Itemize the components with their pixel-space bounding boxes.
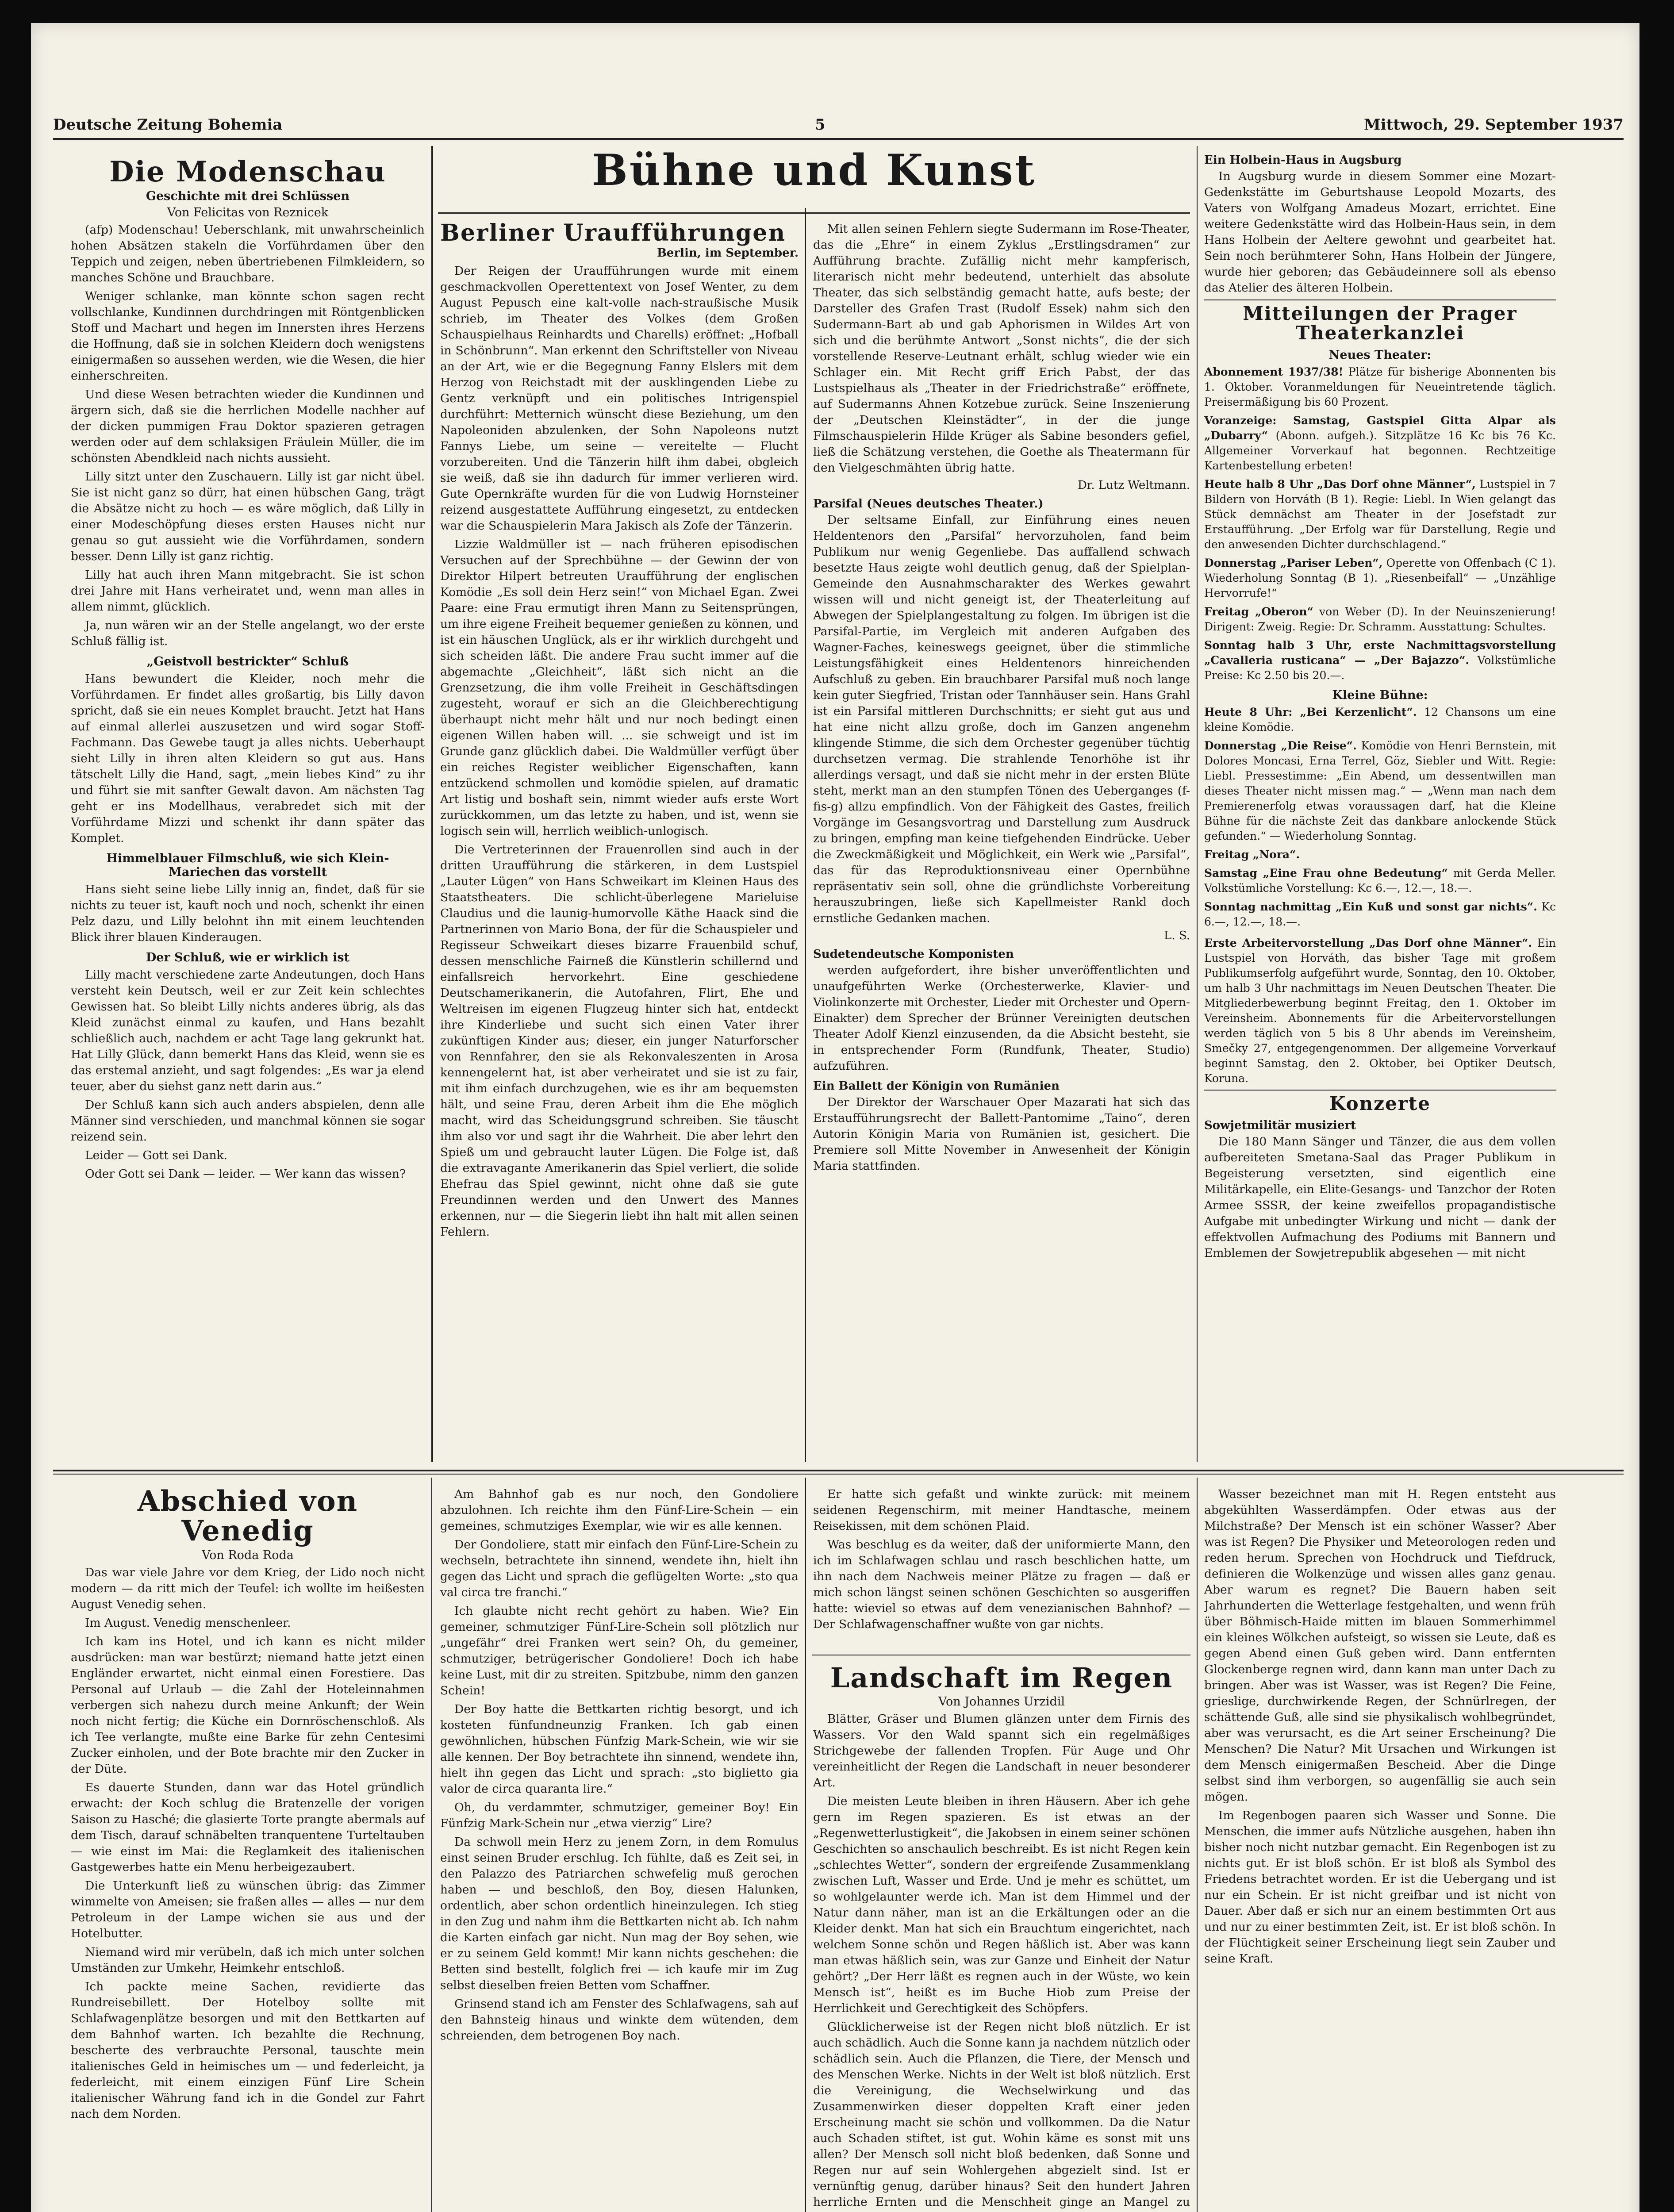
- column-rule-2: [805, 208, 806, 1462]
- entry-text: Plätze für bisherige Abonnenten bis 1. Oktober. Voranmeldungen für Neueintretende täglich. Preisermäßigung bis 60 Prozent.: [1204, 365, 1556, 409]
- entry-title: Freitag „Nora“.: [1204, 848, 1300, 861]
- modenschau-article: [71, 157, 425, 1467]
- column-rule-4: [431, 1478, 432, 2212]
- entry-title: Heute halb 8 Uhr „Das Dorf ohne Männer“,: [1204, 478, 1476, 491]
- entry-title: Sonntag nachmittag „Ein Kuß und sonst gar nichts“.: [1204, 900, 1537, 914]
- paragraph: Lilly sitzt unter den Zuschauern. Lilly ist gar nicht übel. Sie ist nicht ganz so dürr, hat einen hübschen Gang, trägt die Absätze nicht zu hoch — es wäre möglich, daß Lilly in einer Modeschöpfung dieses ersten Hauses nicht nur genau so gut aussieht wie die Vorführdamen, sondern besser. Denn Lilly ist ganz richtig.: [71, 470, 425, 564]
- entry-text: 12 Chansons um eine kleine Komödie.: [1204, 706, 1556, 734]
- buehne-title-rule: [438, 212, 1190, 214]
- buehne-column-3: [813, 221, 1190, 1467]
- landschaft-byline: Von Johannes Urzidil: [938, 1695, 1065, 1709]
- paragraph: Mit allen seinen Fehlern siegte Sudermann im Rose-Theater, das die „Ehre“ in einem Zyklus „Erstlingsdramen“ zur Aufführung brachte. Zufällig nicht mehr kampferisch, literarisch nicht mehr bedeutend, unterhielt das absolute Theater, das sich selbständig gemacht hatte, aufs beste; der Darsteller des Grafen Trast (Rudolf Essek) nahm sich den Sudermann-Bart ab und gab Aphorismen in Wildes Art von sich und die berühmte Antwort „Sonst nichts“, die der sich vorstellende Reserve-Leutnant erhält, schlug wieder wie ein Schlager ein. Mit Recht griff Erich Pabst, der das Lustspielhaus als „Theater in der Friedrichstraße“ eröffnete, auf Sudermanns Ahnen Kotzebue zurück. Seine Inszenierung der „Deutschen Kleinstädter“, in der die junge Filmschauspielerin Hilde Krüger als Sabine besonders gefiel, ließ die Schätzung verstehen, die Goethe als Theatermann für den Vielgeschmähten übrig hatte.: [813, 222, 1190, 475]
- paragraph: Er hatte sich gefaßt und winkte zurück: mit meinem seidenen Regenschirm, mit meiner Handtasche, meinem Reisekissen, mit dem schönen Plaid.: [813, 1487, 1190, 1533]
- venedig-article-col-2: [440, 1486, 799, 2212]
- paragraph: Der Gondoliere, statt mir einfach den Fünf-Lire-Schein zu wechseln, betrachtete ihn sinnend, wendete ihn, hielt ihn gegen das Licht und sprach die geflügelten Worte: „sto qua val circa tre franchi.“: [440, 1538, 799, 1599]
- program-entry: [1204, 638, 1556, 683]
- paragraph: Die meisten Leute bleiben in ihren Häusern. Aber ich gehe gern im Regen spazieren. Es ist etwas an der „Regenwetterlustigkeit“, die Jakobsen in einem seiner schönen Geschichten so anschaulich beschreibt. Es ist nicht Regen kein „schlechtes Wetter“, sondern der ergreifende Zusammenklang zwischen Luft, Wasser und Erde. Und je mehr es schüttet, um so wohlgelaunter werde ich. Man ist dem Himmel und der Natur dann näher, man ist an die Erkältungen oder an die Kleider denkt. Man hat sich ein Brauchtum eingerichtet, nach welchem Sonne schön und Regen häßlich ist. Aber was kann man etwas häßlich sein, was zur Ganze und Einheit der Natur gehört? „Der Herr läßt es regnen auch in der Wüste, wo kein Mensch ist“, heißt es im Buche Hiob zum Preise der Herrlichkeit und Gerechtigkeit des Schöpfers.: [813, 1794, 1190, 2016]
- paragraph: Das war viele Jahre vor dem Krieg, der Lido noch nicht modern — da ritt mich der Teufel: ich wollte im heißesten August Venedig sehen.: [71, 1566, 425, 1612]
- venedig-byline: Von Roda Roda: [202, 1548, 294, 1563]
- neues-theater-heading: Neues Theater:: [1328, 348, 1432, 362]
- column-rule-3: [1197, 146, 1198, 1462]
- berlin-continued: [813, 221, 1190, 476]
- section-rule-upper: [53, 1470, 1624, 1471]
- paragraph: Und diese Wesen betrachten wieder die Kundinnen und ärgern sich, daß sie die herrlichen Modelle nachher auf der dicken pummigen Frau Doktor spazieren getragen werden oder auf dem schlaksigen Fräulein Müller, die im schönsten Abendkleid nach nichts aussieht.: [71, 388, 425, 465]
- komponisten-title: Sudetendeutsche Komponisten: [813, 948, 1014, 961]
- paragraph: Niemand wird mir verübeln, daß ich mich unter solchen Umständen zur Umkehr, Heimkehr entschloß.: [71, 1945, 425, 1975]
- entry-title: Voranzeige: Samstag, Gastspiel Gitta Alpar als „Dubarry“: [1204, 414, 1556, 442]
- berlin-title: Berliner Uraufführungen: [440, 221, 786, 246]
- paragraph: Blätter, Gräser und Blumen glänzen unter dem Firnis des Wassers. Vor den Wald spannt sich ein regelmäßiges Strichgewebe der fallenden Tropfen. Für Auge und Ohr vereinheitlicht der Regen die Landschaft in neuer besonderer Art.: [813, 1712, 1190, 1790]
- landschaft-article: [813, 1663, 1190, 2212]
- column-rule-1: [431, 146, 433, 1462]
- program-entry: [1204, 556, 1556, 601]
- paragraph: Oh, du verdammter, schmutziger, gemeiner Boy! Ein Fünfzig Mark-Schein nur „etwa vierzig“ Lire?: [440, 1801, 799, 1830]
- holbein-title: Ein Holbein-Haus in Augsburg: [1204, 154, 1402, 167]
- paragraph: Oder Gott sei Dank — leider. — Wer kann das wissen?: [85, 1167, 406, 1181]
- venedig-body: [71, 1565, 425, 2122]
- berlin-body: [440, 263, 799, 1240]
- page-header: [53, 116, 1624, 147]
- berlin-article: [440, 221, 799, 1467]
- paragraph: Im Regenbogen paaren sich Wasser und Sonne. Die Menschen, die immer aufs Nützliche ausgehen, haben ihn bisher noch nicht nutzbar gemacht. Ein Regenbogen ist zu nichts gut. Er ist bloß schön. Er ist bloß als Symbol des Friedens betrachtet worden. Er ist die Uebergang und ist nur ein Schein. Er ist nicht greifbar und ist nicht von Dauer. Aber daß er sich nur an einem bestimmten Ort aus und nur zu einer bestimmten Zeit, ist. Er ist bloß schön. In der Flüchtigkeit seiner Erscheinung liegt sein Zauber und seine Kraft.: [1204, 1809, 1556, 1966]
- sowjet-body: [1204, 1134, 1556, 1261]
- modenschau-section3-title: Der Schluß, wie er wirklich ist: [146, 951, 350, 965]
- landschaft-body-continued: [1204, 1486, 1556, 1967]
- berlin-signature: Dr. Lutz Weltmann.: [1077, 479, 1190, 492]
- konzerte-rule: [1204, 1090, 1556, 1091]
- program-entry: [1204, 477, 1556, 552]
- paragraph: Lizzie Waldmüller ist — nach früheren episodischen Versuchen auf der Sprechbühne — der Gewinn der von Direktor Hilpert betreuten Uraufführung der englischen Komödie „Es soll dein Herz sein!“ von Michael Egan. Zwei Paare: eine Frau ermutigt ihren Mann zu Seitensprüngen, um ihre eigene Freiheit bequemer genießen zu können, und ist ein häuschen Unglück, als er ihr wirklich durchgeht und sich scheiden läßt. Die andere Frau sucht immer auf die abgemachte „Gleichheit“, läßt sich nicht an die Grenzsetzung, die ihm volle Freiheit in Geschäftsdingen zugesteht, worauf er sich an die Gleichberechtigung überhaupt nicht mehr hält und nur noch bedingt einen eigenen Willen haben will. ... sie schweigt und ist im Grunde ganz glücklich dabei. Die Waldmüller verfügt über ein reiches Register weiblicher Eigenschaften, kann entzückend schmollen und komödie spielen, auf dramatic Art listig und boshaft sein, nimmt wieder aufs erste Wort zurückkommen, um das letzte zu haben, und ist, wenn sie logisch sein will, herrlich weiblich-unlogisch.: [440, 537, 799, 838]
- section-rule-lower: [53, 1474, 1624, 1475]
- holbein-body: [1204, 169, 1556, 296]
- kleine-buehne-heading: Kleine Bühne:: [1332, 688, 1428, 703]
- entry-text: von Weber (D). In der Neuinszenierung! Dirigent: Zweig. Regie: Dr. Schramm. Ausstattung: Schultes.: [1204, 605, 1556, 634]
- landschaft-title: Landschaft im Regen: [830, 1663, 1173, 1694]
- paragraph: Der Boy hatte die Bettkarten richtig besorgt, und ich kosteten fünfundneunzig Franken. Ich gab einen gewöhnlichen, hübschen Fünfzig Mark-Schein, wie wir sie alle kennen. Der Boy betrachtete ihn sinnend, wendete ihn, hielt ihn gegen das Licht und sprach: „sto biglietto gia valor de circa quaranta lire.“: [440, 1702, 799, 1796]
- entry-text: (Abonn. aufgeh.). Sitzplätze 16 Kc bis 76 Kc. Allgemeiner Vorverkauf hat begonnen. Rechtzeitige Kartenbestellung erbeten!: [1204, 429, 1556, 472]
- paragraph: Glücklicherweise ist der Regen nicht bloß nützlich. Er ist auch schädlich. Auch die Sonne kann ja nachdem nützlich oder schädlich sein. Auch die Pflanzen, die Tiere, der Mensch und des Menschen Werke. Nichts in der Welt ist bloß nützlich. Erst die Vereinigung, die Wechselwirkung und das Zusammenwirken dieser doppelten Kraft einer jeden Erscheinung macht sie schön und vollkommen. Da die Natur auch Schaden stiftet, ist gut. Wohin käme es sonst mit uns allen? Der Mensch soll nicht bloß bedenken, daß Sonne und Regen nur auf sein Wohlergehen abgezielt sind. Ist er vernünftig genug, darüber hinaus? Seit den hundert Jahren herrliche Ernten und die Menschheit ginge an Mangel zu: [813, 2020, 1190, 2209]
- paragraph: Der Direktor der Warschauer Oper Mazarati hat sich das Erstaufführungsrecht der Ballett-Pantomime „Taino“, deren Autorin Königin Maria von Rumänien ist, gesichert. Die Premiere soll Mitte November in Anwesenheit der Königin Maria stattfinden.: [813, 1095, 1190, 1173]
- entry-text: Ein Lustspiel von Horváth, das bisher Tage mit großem Publikumserfolg aufgeführt wurde, Sonntag, den 10. Oktober, um halb 3 Uhr nachmittags im Neuen Deutschen Theater. Die Mitgliederbewerbung beginnt Freitag, den 1. Oktober im Vereinsheim. Abonnements für die Arbeitervorstellungen werden täglich von 5 bis 8 Uhr abends im Vereinsheim, Smečky 27, entgegengenommen. Der allgemeine Vorverkauf beginnt Samstag, den 2. Oktober, bei Optiker Deutsch, Koruna.: [1204, 937, 1556, 1085]
- venedig-article-col-3: [813, 1486, 1190, 1655]
- modenschau-title: Die Modenschau: [109, 157, 386, 188]
- venedig-title: Abschied von Venedig: [137, 1486, 358, 1548]
- landschaft-article-col-2: [1204, 1486, 1556, 2212]
- paragraph: In Augsburg wurde in diesem Sommer eine Mozart-Gedenkstätte im Geburtshause Leopold Mozarts, des Vaters von Wolfgang Amadeus Mozart, errichtet. Eine weitere Gedenkstätte wird das Holbein-Haus sein, in dem Hans Holbein der Aeltere gewohnt und gearbeitet hat. Sein noch berühmterer Sohn, Hans Holbein der Jüngere, wurde hier geboren; das Gebäudeinnere soll als ebenso das Atelier des älteren Holbein.: [1204, 169, 1556, 295]
- program-entry: [1204, 604, 1556, 634]
- paragraph: Im August. Venedig menschenleer.: [85, 1616, 291, 1630]
- entry-text: Volkstümliche Preise: Kc 2.50 bis 20.—.: [1204, 654, 1556, 682]
- paragraph: Weniger schlanke, man könnte schon sagen recht vollschlanke, Kundinnen durchdringen mit Röntgenblicken Stoff und Machart und hegen im Innersten ihres Herzens die Hoffnung, daß sie in solchen Kleidern doch wenigstens einigermaßen so aussehen werden, wie die Wesen, die hier einherschreiten.: [71, 289, 425, 383]
- entry-title: Sonntag halb 3 Uhr, erste Nachmittagsvorstellung „Cavalleria rusticana“ — „Der Bajazzo“.: [1204, 639, 1556, 667]
- program-entry: [1204, 899, 1556, 929]
- paragraph: Die Vertreterinnen der Frauenrollen sind auch in der dritten Uraufführung die stärkeren, in dem Lustspiel „Lauter Lügen“ von Hans Schweikart im Kleinen Haus des Staatstheaters. Die schlicht-überlegene Marieluise Claudius und die launig-humorvolle Käthe Haack sind die Partnerinnen von Mario Bona, der für die Schauspieler und Regisseur Schweikart dieses bizarre Frauenbild schuf, dessen menschliche Fairneß die Künstlerin schillernd und einfallsreich hervorkehrt. Eine geschiedene Deutschamerikanerin, die Autofahren, Flirt, Ehe und Weltreisen im eigenen Flugzeug hinter sich hat, entdeckt ihre Kinderliebe und sucht sich einen Vater ihrer zukünftigen Kinder aus; dieser, ein junger Naturforscher von Rennfahrer, den sie als Rekonvaleszenten in Arosa kennengelernt hat, ist aber verheiratet und sie ist zu fair, mit ihm einfach durchzugehen, wie es ihr am bequemsten hält, und seine Frau, deren Arbeit ihm die Ehe möglich macht, wird das Scheidungsgrund schreiben. Sie täuscht ihm also vor und sagt ihr die Wahrheit. Die aber lehrt den Spieß um und gebraucht lauter Lügen. Die Folge ist, daß die extravagante Amerikanerin das Spiel verliert, die solide Ehefrau das Spiel gewinnt, nicht ohne daß sie gute Freundinnen werden und den Unwert des Mannes erkennen, nur — die Siegerin liebt ihn halt mit allen seinen Fehlern.: [440, 842, 799, 1239]
- ballett-body: [813, 1094, 1190, 1174]
- entry-title: Donnerstag „Pariser Leben“,: [1204, 557, 1383, 570]
- modenschau-section2-title: Himmelblauer Filmschluß, wie sich Klein-Mariechen das vorstellt: [106, 852, 389, 879]
- paragraph: Ich kam ins Hotel, und ich kann es nicht milder ausdrücken: man war bestürzt; niemand hatte jetzt einen Engländer erwartet, nicht einmal einen Forestiere. Das Personal auf Urlaub — die Zahl der Hoteleinnahmen verbergen sich nahezu durch meine Ankunft; der Wein noch nicht fertig; die Küche ein Dornröschenschloß. Als ich Tee verlangte, mußte eine Barke für zehn Centesimi Zucker einholen, und der Bote brachte mir den Zucker in der Düte.: [71, 1635, 425, 1776]
- paragraph: Der Schluß kann sich auch anders abspielen, denn alle Männer sind verschieden, und manchmal können sie sogar reizend sein.: [71, 1098, 425, 1144]
- paragraph: Lilly hat auch ihren Mann mitgebracht. Sie ist schon drei Jahre mit Hans verheiratet und, wenn man alles in allem nimmt, glücklich.: [71, 568, 425, 614]
- paragraph: Ich packte meine Sachen, revidierte das Rundreisebillett. Der Hotelboy sollte mit Schlafwagenplätze besorgen und mit den Bettkarten auf dem Bahnhof warten. Ich bezahlte die Rechnung, bescherte des verbrauchte Personal, tauschte mein italienisches Geld in heimisches um — und federleicht, ja federleicht, mit einem einzigen Fünf Lire Schein italienischer Währung fand ich in die Gondel zur Fahrt nach dem Norden.: [71, 1980, 425, 2121]
- program-entry: [1204, 866, 1556, 896]
- buehne-column-4: [1204, 148, 1556, 1467]
- header-rule: [53, 138, 1624, 140]
- paragraph: Was beschlug es da weiter, daß der uniformierte Mann, den ich im Schlafwagen schlau und rasch beschlichen hatte, um ihn nach dem Nachweis meiner Plätze zu fragen — daß er mich schon längst seinen schönen Geschichten so ausgeriffen hatte: wieviel so etwas auf dem venezianischen Bahnhof? — Der Schlafwagenschaffner wußte von gar nichts.: [813, 1538, 1190, 1631]
- ballett-title: Ein Ballett der Königin von Rumänien: [813, 1079, 1060, 1093]
- venedig-body-end: [813, 1486, 1190, 1632]
- paragraph: werden aufgefordert, ihre bisher unveröffentlichten und unaufgeführten Werke (Orchesterwerke, Klavier- und Violinkonzerte mit Orchester, Lieder mit Orchester und Opern-Einakter) dem Sprecher der Brünner Vereinigten deutschen Theater Adolf Kienzl einzusenden, da die Absicht besteht, sie in entsprechender Form (Rundfunk, Theater, Studio) aufzuführen.: [813, 964, 1190, 1073]
- entry-title: Erste Arbeitervorstellung „Das Dorf ohne Männer“.: [1204, 937, 1532, 950]
- paragraph: Wasser bezeichnet man mit H. Regen entsteht aus abgekühlten Wasserdämpfen. Oder etwas aus der Milchstraße? Der Mensch ist ein schöner Wasser? Aber was ist Regen? Die Physiker und Meteorologen reden und reden herum. Sprechen von Hochdruck und Tiefdruck, definieren die Wolkenzüge und wissen alles ganz genau. Aber warum es regnet? Die Bauern haben seit Jahrhunderten die Wetterlage festgehalten, und wenn früh über Böhmisch-Haide mitten im blauen Sommerhimmel ein kleines Wölkchen aufsteigt, so wissen sie Leute, daß es gegen Abend einen Guß geben wird. Dann entfernten Glockenberge regnen wird, dann kann man unter Dach zu bringen. Aber was ist Wasser, was ist Regen? Die Feine, grieslige, durchwirkende Regen, der Schnürlregen, der schättende Guß, alle sind sie physikalisch wohlbegründet, aber was verursacht, es die Art seiner Erscheinung? Die Menschen? Die Natur? Mit Ursachen und Wirkungen ist dem Mensch einigermaßen Bescheid. Aber die Dinge selbst sind ihm verborgen, so augenfällig sie auch sein mögen.: [1204, 1487, 1556, 1804]
- paragraph: Die 180 Mann Sänger und Tänzer, die aus dem vollen aufbereiteten Smetana-Saal das Prager Publikum in Begeisterung versetzten, sind eigentlich eine Militärkapelle, ein Elite-Gesangs- und Tanzchor der Roten Armee SSSR, der keine zweifellos propagandistische Aufgabe mit unbedingter Wirkung und nicht — dank der effektvollen Aufmachung des Podiums mit Bannern und Emblemen der Sowjetrepublik abgesehen — mit nicht: [1204, 1135, 1556, 1260]
- buehne-header: [438, 148, 1190, 210]
- program-entry: [1204, 936, 1556, 1086]
- paragraph: Grinsend stand ich am Fenster des Schlafwagens, sah auf den Bahnsteig hinaus und winkte dem wütenden, dem schreienden, dem betrogenen Boy nach.: [440, 1997, 799, 2043]
- entry-text: Operette von Offenbach (C 1). Wiederholung Sonntag (B 1). „Riesenbeifall“ — „Unzählige Hervorrufe!“: [1204, 557, 1556, 600]
- entry-title: Samstag „Eine Frau ohne Bedeutung“: [1204, 867, 1448, 880]
- paragraph: Hans sieht seine liebe Lilly innig an, findet, daß für sie nichts zu teuer ist, kauft noch und noch, schenkt ihr einen Pelz dazu, und Lilly belohnt ihn mit einem leuchtenden Blick ihrer blauen Kinderaugen.: [71, 883, 425, 945]
- entry-text: mit Gerda Meller. Volkstümliche Vorstellung: Kc 6.—, 12.—, 18.—.: [1204, 867, 1556, 895]
- paragraph: Hans bewundert die Kleider, noch mehr die Vorführdamen. Er findet alles großartig, bis Lilly davon spricht, daß sie ein neues Komplet braucht. Jetzt hat Hans auf einmal allerlei auszusetzen und wird sogar Stoff-Fachmann. Das Gewebe taugt ja alles nichts. Ueberhaupt sieht Lilly in ihren alten Kleidern so gut aus. Hans tätschelt Lilly die Hand, sagt, „mein liebes Kind“ zu ihr und führt sie mit sanfter Gewalt davon. Am nächsten Tag geht er ins Modellhaus, verabredet sich mit der Vorführdame Mizzi und schenkt ihr dann später das Komplet.: [71, 672, 425, 845]
- newspaper-name: Deutsche Zeitung Bohemia: [53, 116, 283, 134]
- landschaft-body: [813, 1711, 1190, 2212]
- komponisten-body: [813, 963, 1190, 1074]
- program-entry: [1204, 738, 1556, 844]
- issue-date: Mittwoch, 29. September 1937: [1363, 116, 1624, 134]
- modenschau-body: [71, 222, 425, 1182]
- venedig-body-continued: [440, 1486, 799, 2044]
- paragraph: Die Unterkunft ließ zu wünschen übrig: das Zimmer wimmelte von Ameisen; sie fraßen alles — alles — nur dem Petroleum in der Lampe wichen sie aus und der Hotelbutter.: [71, 1879, 425, 1941]
- paragraph: Der seltsame Einfall, zur Einführung eines neuen Heldentenors den „Parsifal“ hervorzuholen, fand beim Publikum nur wenig Gegenliebe. Das auffallend schwach besetzte Haus zeigte wohl deutlich genug, daß der Spielplan-Gemeinde den Ausnahmscharakter des Werkes gewahrt wissen will und nicht geneigt ist, der Theaterleitung auf Abwegen der Spielplangestaltung zu folgen. Im übrigen ist die Parsifal-Partie, im Vergleich mit anderen Aufgaben des Wagner-Faches, keineswegs geeignet, über die stimmliche Leistungsfähigkeit eines Heldentenors hinreichenden Aufschluß zu geben. Ein brauchbarer Parsifal muß noch lange kein guter Siegfried, Tristan oder Tannhäuser sein. Hans Grahl ist ein Parsifal mittleren Durchschnitts; er sieht gut aus und hat eine nicht allzu große, doch im Ganzen angenehm klingende Stimme, die sich dem Orchester gegenüber tüchtig durchsetzen vermag. Die strahlende Tenorhöhe ist ihr allerdings versagt, und daß sie nicht mehr in der ersten Blüte steht, merkt man an den stumpfen Tönen des Ueberganges (f-fis-g) allzu empfindlich. Von der Fähigkeit des Gastes, freilich Vorgänge im Gesangsvortrag und Darstellung zum Ausdruck zu bringen, empfing man keine tiefgehenden Eindrücke. Ueber die Zweckmäßigkeit und Möglichkeit, ein Werk wie „Parsifal“, das für das Reproduktionsniveau einer Opernbühne repräsentativ sein soll, ohne die gründlichste Vorbereitung herauszubringen, ließe sich Kapellmeister Rankl doch ernstliche Gedanken machen.: [813, 513, 1190, 925]
- entry-text: Komödie von Henri Bernstein, mit Dolores Moncasi, Erna Terrel, Göz, Siebler und Witt. Regie: Liebl. Pressestimme: „Ein Abend, um dessentwillen man dieses Theater nicht missen mag.“ — „Wenn man nach dem Premierenerfolg etwas voraussagen darf, hat die Kleine Bühne für die nächste Zeit das dankbare anlockende Stück gefunden.“ — Wiederholung Sonntag.: [1204, 739, 1556, 843]
- column-rule-5: [805, 1478, 806, 2212]
- page-number: 5: [815, 116, 825, 134]
- entry-title: Donnerstag „Die Reise“.: [1204, 739, 1357, 753]
- entry-title: Heute 8 Uhr: „Bei Kerzenlicht“.: [1204, 706, 1417, 719]
- paragraph: Ich glaubte nicht recht gehört zu haben. Wie? Ein gemeiner, schmutziger Fünf-Lire-Schein soll plötzlich nur „ungefähr“ drei Franken wert sein? Oh, du gemeiner, schmutziger, betrügerischer Gondoliere! Doch ich habe keine Lust, mit dir zu streiten. Spitzbube, nimm den ganzen Schein!: [440, 1604, 799, 1697]
- konzerte-title: Konzerte: [1329, 1093, 1431, 1115]
- paragraph: Der Reigen der Uraufführungen wurde mit einem geschmackvollen Operettentext von Josef Wenter, zu dem August Pepusch eine kalt-volle nach-straußische Musik schrieb, im Theater des Volkes (dem Großen Schauspielhaus Reinhardts und Charells) eröffnet: „Hofball in Schönbrunn“. Man erkennt den Schriftsteller von Niveau an der Art, wie er die Begegnung Fanny Elslers mit dem Herzog von Reichstadt mit der ausklingenden Liebe zu Gentz verknüpft und ein politisches Intrigenspiel durchführt: Metternich wünscht diese Beziehung, um den Napoleoniden abzulenken, der Sohn Napoleons nutzt Fannys Liebe, um seine — vereitelte — Flucht vorzubereiten. Und die Tänzerin hilft ihm dabei, obgleich sie weiß, daß sie ihn dadurch für immer verlieren wird. Gute Opernkräfte wurden für die von Ludwig Hornsteiner reizend ausgestattete Aufführung eingesetzt, zu entdecken war die Schauspielerin Mara Jakisch als Zofe der Tänzerin.: [440, 264, 799, 533]
- paragraph: Es dauerte Stunden, dann war das Hotel gründlich erwacht: der Koch schlug die Bratenzelle der vorigen Saison zu Hasché; die glasierte Torte prangte abermals auf dem Tisch, darauf schnäbelten tranquentene Turteltauben — wie einst im Mai: die Reglamkeit des italienischen Gastgewerbes hatte ein Menu herbeigezaubert.: [71, 1781, 425, 1874]
- buehne-section-title: Bühne und Kunst: [591, 148, 1037, 195]
- paragraph: Lilly macht verschiedene zarte Andeutungen, doch Hans versteht kein Deutsch, weil er zur Zeit kein schlechtes Gewissen hat. So bleibt Lilly nichts anderes übrig, als das Kleid zunächst einmal zu kaufen, und Hans bezahlt schließlich auch, nachdem er acht Tage lang gekrunkt hat. Hat Lilly Glück, dann bemerkt Hans das Kleid, wenn sie es das erstemal anzieht, und sagt folgendes: „Es war ja elend teuer, aber du siehst ganz nett darin aus.“: [71, 968, 425, 1094]
- entry-title: Abonnement 1937/38!: [1204, 365, 1344, 379]
- parsifal-body: [813, 512, 1190, 926]
- paragraph: Da schwoll mein Herz zu jenem Zorn, in dem Romulus einst seinen Bruder erschlug. Ich fühlte, daß es Zeit sei, in den Palazzo des Patriarchen schwefelig muß gerochen haben — und beschloß, den Boy, diesen Halunken, ordentlich, aber schon ordentlich hineinzulegen. Ich stieg in den Zug und nahm ihm die Bettkarten nicht ab. Ich nahm die Karten einfach gar nicht. Nun mag der Boy sehen, wie er zu seinem Geld kommt! Mir kann nichts geschehen: die Betten sind bestellt, folglich frei — ich kaufe mir im Zug selbst dieselben freien Betten vom Schaffner.: [440, 1835, 799, 1992]
- column-rule-6: [1197, 1478, 1198, 2212]
- entry-text: Lustspiel in 7 Bildern von Horváth (B 1). Regie: Liebl. In Wien gelangt das Stück demnächst am Theater in der Josefstadt zur Erstaufführung. „Der Erfolg war für Darstellung, Regie und den anwesenden Dichter durchschlagend.“: [1204, 478, 1556, 551]
- paragraph: Leider — Gott sei Dank.: [85, 1148, 228, 1163]
- program-entry: [1204, 705, 1556, 735]
- parsifal-signature: L. S.: [1164, 929, 1190, 942]
- paragraph: (afp) Modenschau! Ueberschlank, mit unwahrscheinlich hohen Absätzen stakeln die Vorführdamen über den Teppich und zeigen, neben übertriebenen Filmkleidern, so manches Schöne und Brauchbare.: [71, 223, 425, 285]
- parsifal-title: Parsifal (Neues deutsches Theater.): [813, 497, 1044, 511]
- modenschau-section1-title: „Geistvoll bestrickter“ Schluß: [146, 655, 349, 669]
- venedig-article-col-1: [71, 1486, 425, 2212]
- entry-text: Kc 6.—, 12.—, 18.—.: [1204, 900, 1556, 929]
- berlin-dateline: Berlin, im September.: [657, 246, 799, 260]
- paragraph: Am Bahnhof gab es nur noch, den Gondoliere abzulohnen. Ich reichte ihm den Fünf-Lire-Schein — ein gemeines, schmutziges Exemplar, wie wir es alle kennen.: [440, 1487, 799, 1533]
- program-entry: [1204, 365, 1556, 410]
- program-entry: [1204, 847, 1556, 862]
- sowjet-heading: Sowjetmilitär musiziert: [1204, 1119, 1356, 1133]
- modenschau-subtitle: Geschichte mit drei Schlüssen: [146, 189, 350, 204]
- modenschau-byline: Von Felicitas von Reznicek: [167, 206, 329, 220]
- paragraph: Ja, nun wären wir an der Stelle angelangt, wo der erste Schluß fällig ist.: [71, 618, 425, 649]
- program-entry: [1204, 413, 1556, 473]
- theaterkanzlei-title: Mitteilungen der Prager Theaterkanzlei: [1243, 303, 1517, 344]
- entry-title: Freitag „Oberon“: [1204, 605, 1313, 618]
